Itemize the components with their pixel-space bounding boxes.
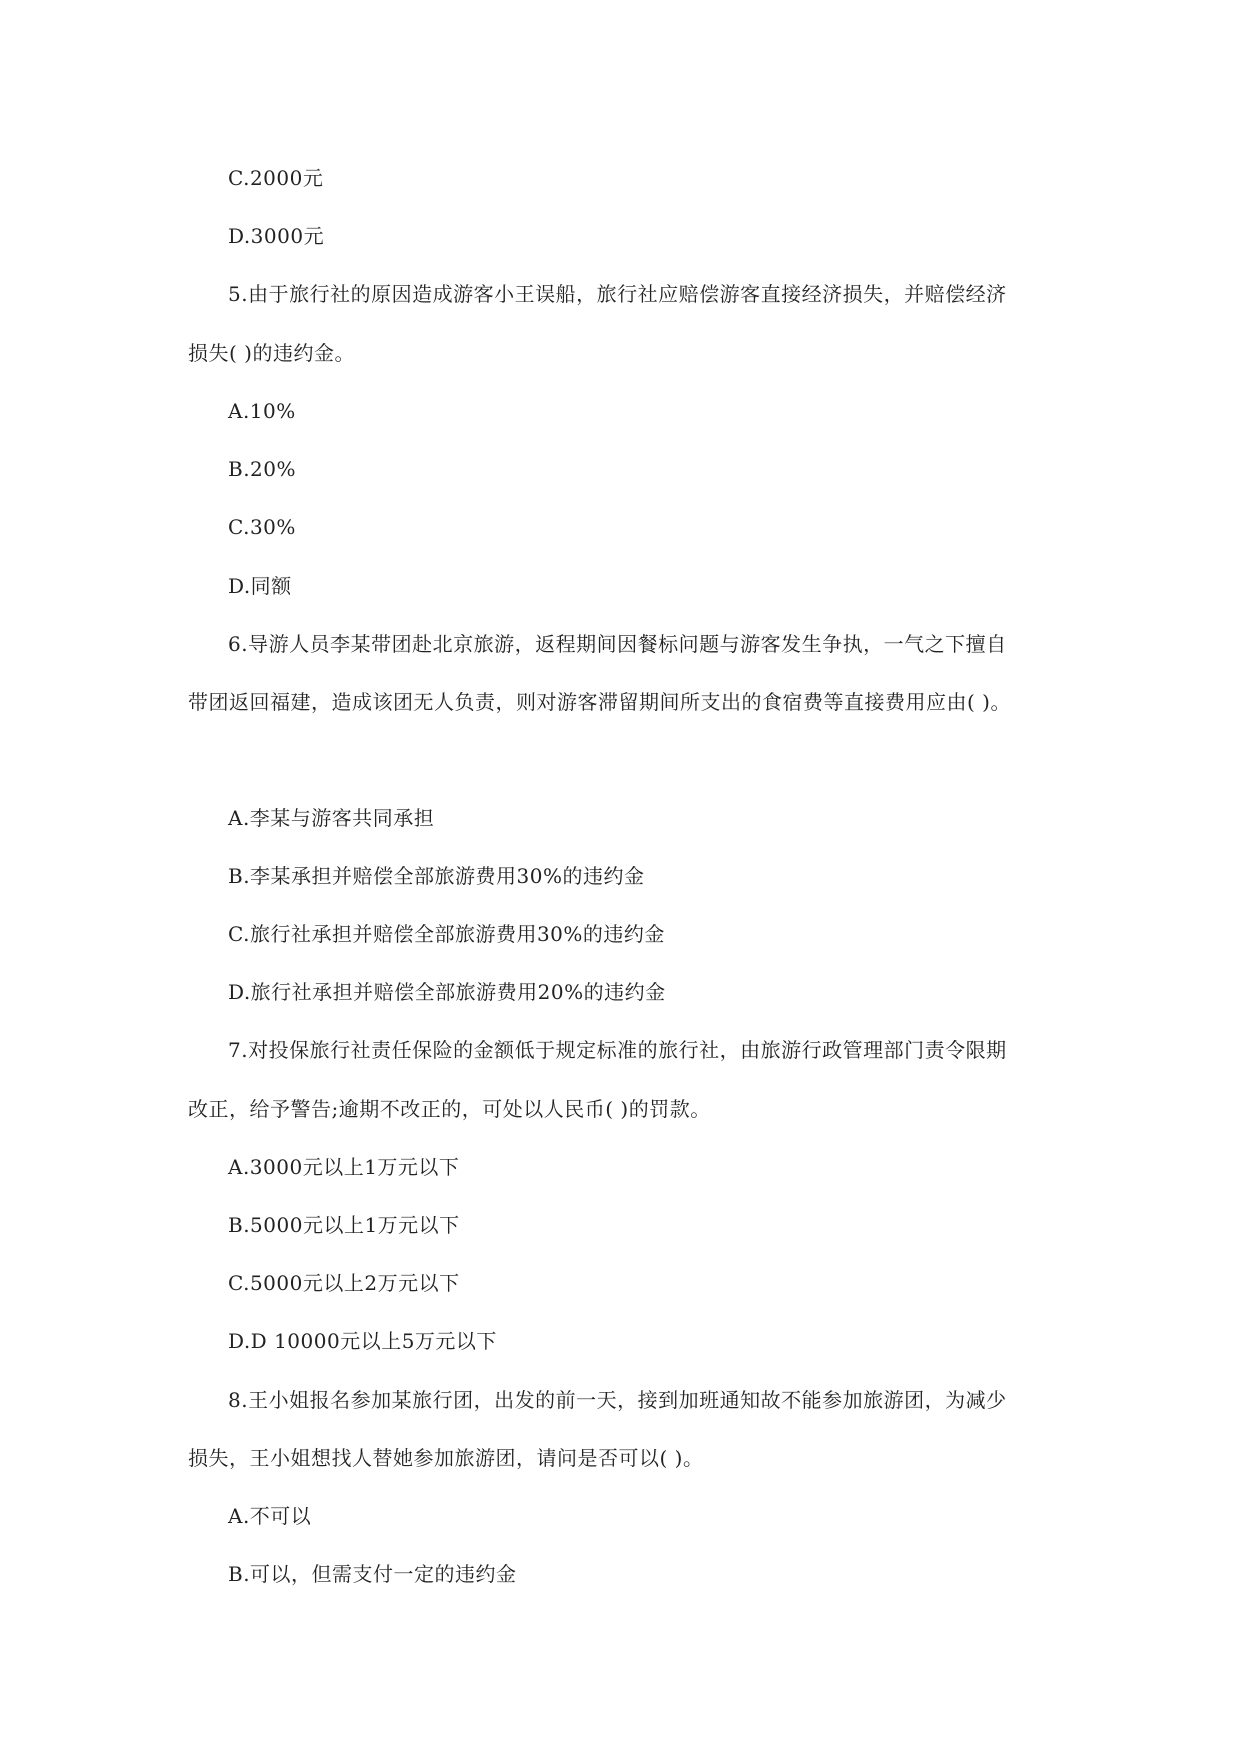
option-d-q4: D.3000元 <box>228 224 325 248</box>
option-b-q6: B.李某承担并赔偿全部旅游费用30%的违约金 <box>228 864 645 888</box>
question-7-line-2: 改正，给予警告;逾期不改正的，可处以人民币( )的罚款。 <box>188 1097 711 1121</box>
question-6-line-2: 带团返回福建，造成该团无人负责，则对游客滞留期间所支出的食宿费等直接费用应由( )。 <box>188 690 1011 714</box>
question-5-line-2: 损失( )的违约金。 <box>188 341 355 365</box>
option-b-q5: B.20% <box>228 457 297 481</box>
question-5-line-1: 5.由于旅行社的原因造成游客小王误船，旅行社应赔偿游客直接经济损失，并赔偿经济 <box>228 282 1007 306</box>
option-a-q6: A.李某与游客共同承担 <box>228 806 435 830</box>
question-8-line-1: 8.王小姐报名参加某旅行团，出发的前一天，接到加班通知故不能参加旅游团，为减少 <box>228 1388 1007 1412</box>
option-b-q8: B.可以，但需支付一定的违约金 <box>228 1562 517 1586</box>
option-a-q5: A.10% <box>228 399 296 423</box>
option-d-q6: D.旅行社承担并赔偿全部旅游费用20%的违约金 <box>228 980 666 1004</box>
option-b-q7: B.5000元以上1万元以下 <box>228 1213 460 1237</box>
option-d-q5: D.同额 <box>228 574 292 598</box>
option-d-q7: D.D 10000元以上5万元以下 <box>228 1329 497 1353</box>
option-a-q7: A.3000元以上1万元以下 <box>228 1155 460 1179</box>
question-6-line-1: 6.导游人员李某带团赴北京旅游，返程期间因餐标问题与游客发生争执，一气之下擅自 <box>228 632 1007 656</box>
question-8-line-2: 损失，王小姐想找人替她参加旅游团，请问是否可以( )。 <box>188 1446 704 1470</box>
question-7-line-1: 7.对投保旅行社责任保险的金额低于规定标准的旅行社，由旅游行政管理部门责令限期 <box>228 1038 1007 1062</box>
option-c-q4: C.2000元 <box>228 166 324 190</box>
option-a-q8: A.不可以 <box>228 1504 312 1528</box>
option-c-q5: C.30% <box>228 515 296 539</box>
option-c-q6: C.旅行社承担并赔偿全部旅游费用30%的违约金 <box>228 922 665 946</box>
option-c-q7: C.5000元以上2万元以下 <box>228 1271 460 1295</box>
